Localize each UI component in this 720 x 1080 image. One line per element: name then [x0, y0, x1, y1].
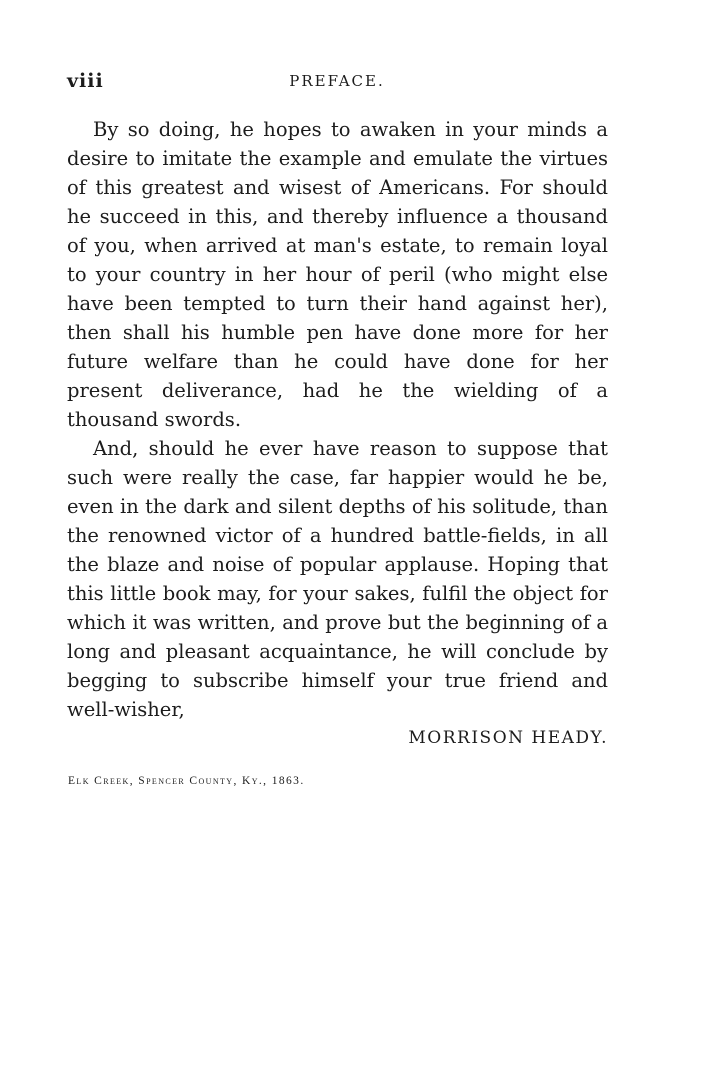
paragraph: And, should he ever have reason to suppose that such were really the case, far happier would he be, even in the dark and silent depths of his solitude, than the renowned victor of a hundred battle-fields, in all the blaze and noise of popular applause. Hoping that this little book may, for your sakes, fulfil the object for which it was written, and prove but the beginning of a long and pleasant acquaintance, he will conclude by begging to subscribe himself your true friend and well-wisher,	[67, 437, 608, 721]
page-header	[67, 70, 607, 100]
preface-body	[67, 115, 608, 724]
place-date-imprint: Elk Creek, Spencer County, Ky., 1863.	[68, 775, 305, 787]
paragraph: By so doing, he hopes to awaken in your minds a desire to imitate the example and emulate the virtues of this greatest and wisest of Americans. For should he succeed in this, and thereby influence a thousand of you, when arrived at man's estate, to remain loyal to your country in her hour of peril (who might else have been tempted to turn their hand against her), then shall his humble pen have done more for her future welfare than he could have done for her present deliverance, had he the wielding of a thousand swords.	[67, 118, 608, 431]
author-signature: MORRISON HEADY.	[408, 728, 608, 748]
running-title: PREFACE.	[289, 72, 385, 90]
page-number: viii	[67, 70, 104, 92]
